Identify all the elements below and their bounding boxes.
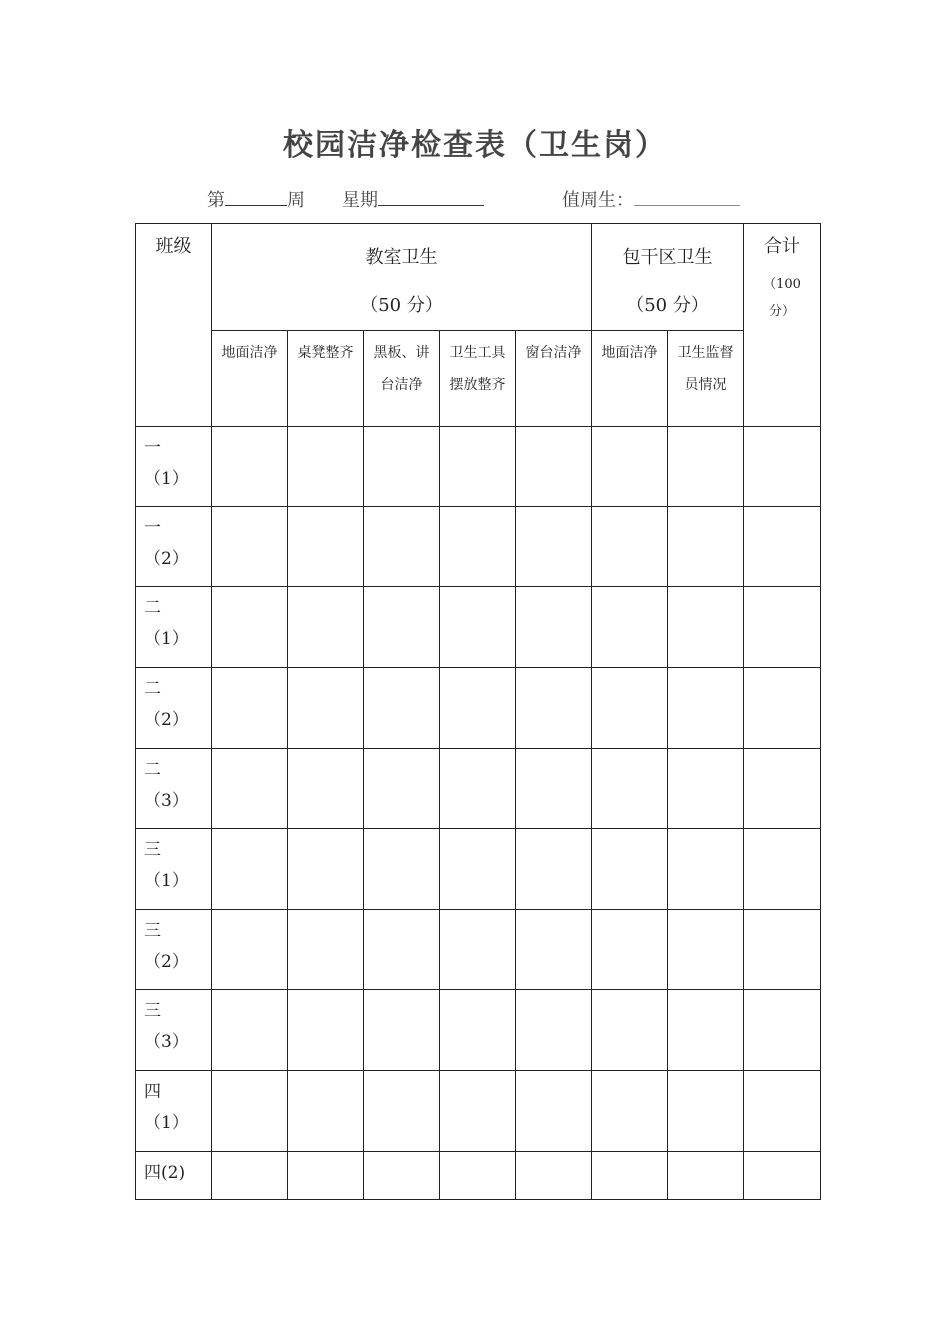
score-cell[interactable] (668, 990, 744, 1071)
score-cell[interactable] (440, 587, 516, 668)
score-cell[interactable] (516, 587, 592, 668)
score-cell[interactable] (668, 749, 744, 829)
total-score-a: （100 (763, 277, 801, 292)
sub-header-1 (212, 331, 288, 427)
score-cell[interactable] (364, 829, 440, 910)
area-score: （50 分） (626, 295, 709, 316)
table-row (136, 507, 821, 587)
score-cell[interactable] (440, 668, 516, 749)
score-cell[interactable] (364, 910, 440, 990)
score-cell[interactable] (592, 427, 668, 507)
week-prefix: 第 (207, 190, 225, 211)
score-cell[interactable] (592, 910, 668, 990)
score-cell[interactable] (516, 749, 592, 829)
score-cell[interactable] (288, 427, 364, 507)
table-row (136, 1071, 821, 1152)
score-cell[interactable] (364, 587, 440, 668)
score-cell[interactable] (440, 910, 516, 990)
score-cell[interactable] (288, 587, 364, 668)
classroom-label: 教室卫生 (365, 247, 438, 268)
duty-label: 值周生： (562, 190, 634, 211)
sub-header-3 (364, 331, 440, 427)
class-label: 二 (144, 679, 161, 699)
table-row (136, 829, 821, 910)
class-label: （2） (144, 710, 189, 730)
class-cell (136, 587, 212, 668)
score-cell[interactable] (516, 1071, 592, 1152)
score-cell[interactable] (212, 829, 288, 910)
table-row (136, 1152, 821, 1200)
sub-header-line: 卫生监督 (677, 345, 734, 361)
sub-header-line: 员情况 (684, 377, 727, 393)
score-cell[interactable] (744, 829, 821, 910)
class-cell (136, 668, 212, 749)
score-cell[interactable] (668, 1152, 744, 1200)
score-cell[interactable] (288, 990, 364, 1071)
class-cell (136, 829, 212, 910)
score-cell[interactable] (440, 507, 516, 587)
score-cell[interactable] (516, 990, 592, 1071)
table-row (136, 668, 821, 749)
score-cell[interactable] (440, 749, 516, 829)
class-label: 三 (144, 840, 161, 860)
weekday-label: 星期 (342, 190, 378, 211)
score-cell[interactable] (288, 749, 364, 829)
class-label: 四(2) (144, 1163, 186, 1183)
table-row (136, 749, 821, 829)
score-cell[interactable] (288, 829, 364, 910)
page-title: 校园洁净检查表（卫生岗） (283, 128, 667, 163)
class-label: （1） (144, 1113, 189, 1133)
class-cell (136, 507, 212, 587)
score-cell[interactable] (212, 1152, 288, 1200)
score-cell[interactable] (744, 507, 821, 587)
score-cell[interactable] (212, 910, 288, 990)
score-cell[interactable] (440, 990, 516, 1071)
sub-header-6 (592, 331, 668, 427)
sub-header-line: 窗台洁净 (525, 345, 582, 361)
sub-header-4 (440, 331, 516, 427)
score-cell[interactable] (592, 668, 668, 749)
score-cell[interactable] (516, 507, 592, 587)
class-label: 一 (144, 518, 161, 538)
score-cell[interactable] (744, 990, 821, 1071)
score-cell[interactable] (592, 749, 668, 829)
class-cell (136, 990, 212, 1071)
class-label: 一 (144, 438, 161, 458)
score-cell[interactable] (744, 749, 821, 829)
score-cell[interactable] (440, 1152, 516, 1200)
class-cell (136, 749, 212, 829)
score-cell[interactable] (668, 507, 744, 587)
week-field (207, 186, 305, 212)
sub-header-line: 黑板、讲 (373, 345, 430, 361)
score-cell[interactable] (288, 1152, 364, 1200)
class-label: （3） (144, 1032, 189, 1052)
sub-header-row (136, 331, 821, 427)
score-cell[interactable] (364, 1071, 440, 1152)
sub-header-5 (516, 331, 592, 427)
sub-header-line: 桌凳整齐 (297, 345, 354, 361)
sub-header-line: 卫生工具 (449, 345, 506, 361)
score-cell[interactable] (516, 1152, 592, 1200)
score-cell[interactable] (744, 1152, 821, 1200)
table-body (136, 427, 821, 1200)
total-label: 合计 (764, 236, 801, 257)
score-cell[interactable] (744, 587, 821, 668)
score-cell[interactable] (364, 507, 440, 587)
score-cell[interactable] (364, 668, 440, 749)
inspection-table (135, 223, 821, 1200)
sub-header-line: 摆放整齐 (449, 377, 506, 393)
duty-field (562, 186, 740, 212)
score-cell[interactable] (592, 829, 668, 910)
class-cell (136, 427, 212, 507)
class-label: （3） (144, 791, 189, 811)
score-cell[interactable] (668, 668, 744, 749)
weekday-field (342, 186, 484, 212)
score-cell[interactable] (288, 910, 364, 990)
sub-header-line: 台洁净 (380, 377, 423, 393)
class-label: 二 (144, 598, 161, 618)
score-cell[interactable] (364, 749, 440, 829)
class-label: （1） (144, 469, 189, 489)
score-cell[interactable] (212, 587, 288, 668)
score-cell[interactable] (440, 829, 516, 910)
total-score-b: 分） (769, 304, 796, 319)
score-cell[interactable] (440, 1071, 516, 1152)
class-label: 二 (144, 760, 161, 780)
score-cell[interactable] (668, 910, 744, 990)
score-cell[interactable] (212, 749, 288, 829)
score-cell[interactable] (440, 427, 516, 507)
score-cell[interactable] (288, 668, 364, 749)
score-cell[interactable] (364, 1152, 440, 1200)
score-cell[interactable] (212, 668, 288, 749)
score-cell[interactable] (744, 910, 821, 990)
class-cell (136, 910, 212, 990)
class-label: （2） (144, 952, 189, 972)
score-cell[interactable] (516, 668, 592, 749)
duty-blank[interactable] (634, 187, 740, 206)
class-label: 四 (144, 1082, 161, 1102)
class-cell (136, 1152, 212, 1200)
sub-header-line: 地面洁净 (221, 345, 278, 361)
score-cell[interactable] (212, 990, 288, 1071)
sub-header-line: 地面洁净 (601, 345, 658, 361)
score-cell[interactable] (592, 1071, 668, 1152)
table-row (136, 990, 821, 1071)
classroom-score: （50 分） (360, 295, 443, 316)
sub-header-2 (288, 331, 364, 427)
score-cell[interactable] (592, 990, 668, 1071)
score-cell[interactable] (364, 990, 440, 1071)
score-cell[interactable] (592, 507, 668, 587)
score-cell[interactable] (516, 829, 592, 910)
score-cell[interactable] (212, 427, 288, 507)
area-label: 包干区卫生 (622, 247, 713, 268)
class-label: （1） (144, 871, 189, 891)
class-label: （2） (144, 549, 189, 569)
classroom-header (212, 224, 592, 331)
score-cell[interactable] (668, 587, 744, 668)
sub-header-7 (668, 331, 744, 427)
score-cell[interactable] (668, 1071, 744, 1152)
score-cell[interactable] (668, 427, 744, 507)
score-cell[interactable] (592, 1152, 668, 1200)
table-row (136, 587, 821, 668)
score-cell[interactable] (668, 829, 744, 910)
class-label: 三 (144, 921, 161, 941)
score-cell[interactable] (744, 668, 821, 749)
area-header (592, 224, 744, 331)
score-cell[interactable] (212, 507, 288, 587)
class-cell (136, 1071, 212, 1152)
score-cell[interactable] (592, 587, 668, 668)
weekday-blank[interactable] (378, 187, 484, 206)
class-header: 班级 (136, 224, 212, 427)
class-label: （1） (144, 629, 189, 649)
score-cell[interactable] (212, 1071, 288, 1152)
score-cell[interactable] (516, 910, 592, 990)
week-blank[interactable] (225, 187, 287, 206)
score-cell[interactable] (516, 427, 592, 507)
table-row (136, 427, 821, 507)
score-cell[interactable] (288, 507, 364, 587)
score-cell[interactable] (744, 427, 821, 507)
total-header (744, 224, 821, 427)
score-cell[interactable] (744, 1071, 821, 1152)
table-row (136, 910, 821, 990)
score-cell[interactable] (364, 427, 440, 507)
class-label: 三 (144, 1001, 161, 1021)
score-cell[interactable] (288, 1071, 364, 1152)
week-suffix: 周 (287, 190, 305, 211)
